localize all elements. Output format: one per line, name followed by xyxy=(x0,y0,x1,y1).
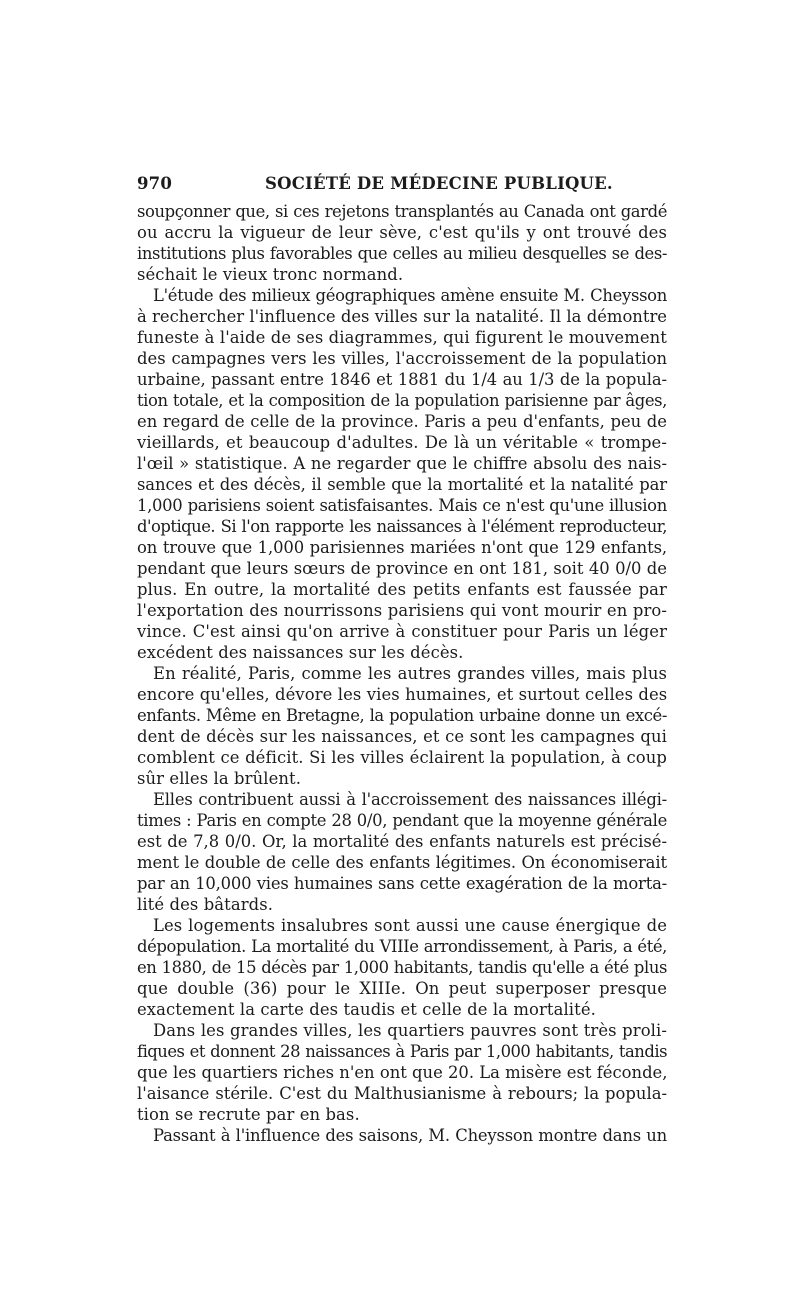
text-line: d'optique. Si l'on rapporte les naissances à l'élément reproducteur, xyxy=(137,517,667,536)
text-line: vince. C'est ainsi qu'on arrive à constituer pour Paris un léger xyxy=(137,622,667,641)
text-line: à rechercher l'influence des villes sur la natalité. Il la démontre xyxy=(137,307,667,326)
text-line: tion totale, et la composition de la population parisienne par âges, xyxy=(137,391,667,410)
text-line: sances et des décès, il semble que la mortalité et la natalité par xyxy=(137,475,667,494)
text-line: plus. En outre, la mortalité des petits enfants est faussée par xyxy=(137,580,667,599)
text-line: ment le double de celle des enfants légitimes. On économiserait xyxy=(137,853,667,872)
text-line: urbaine, passant entre 1846 et 1881 du 1/4 au 1/3 de la popula- xyxy=(137,370,667,389)
text-line: l'œil » statistique. A ne regarder que le chiffre absolu des nais- xyxy=(137,454,667,473)
text-line: que double (36) pour le XIIIe. On peut superposer presque xyxy=(137,979,667,998)
text-line: tion se recrute par en bas. xyxy=(137,1105,360,1124)
text-line: exactement la carte des taudis et celle de la mortalité. xyxy=(137,1000,596,1019)
paragraph-5 xyxy=(137,915,667,1020)
text-line: en 1880, de 15 décès par 1,000 habitants, tandis qu'elle a été plus xyxy=(137,958,667,977)
text-line: on trouve que 1,000 parisiennes mariées n'ont que 129 enfants, xyxy=(137,538,667,557)
text-line: dépopulation. La mortalité du VIIIe arrondissement, à Paris, a été, xyxy=(137,937,667,956)
text-line: institutions plus favorables que celles au milieu desquelles se des- xyxy=(137,244,667,263)
running-title: SOCIÉTÉ DE MÉDECINE PUBLIQUE. xyxy=(265,174,613,193)
text-line: excédent des naissances sur les décès. xyxy=(137,643,464,662)
text-line: soupçonner que, si ces rejetons transplantés au Canada ont gardé xyxy=(137,202,667,221)
paragraph-2 xyxy=(137,285,667,663)
text-line: En réalité, Paris, comme les autres grandes villes, mais plus xyxy=(153,664,667,683)
text-line: lité des bâtards. xyxy=(137,895,274,914)
text-line: des campagnes vers les villes, l'accroissement de la population xyxy=(137,349,667,368)
text-line: 1,000 parisiens soient satisfaisantes. Mais ce n'est qu'une illusion xyxy=(137,496,667,515)
text-line: l'exportation des nourrissons parisiens qui vont mourir en pro- xyxy=(137,601,667,620)
text-line: fiques et donnent 28 naissances à Paris par 1,000 habitants, tandis xyxy=(137,1042,667,1061)
text-line: Dans les grandes villes, les quartiers pauvres sont très proli- xyxy=(153,1021,667,1040)
text-line: par an 10,000 vies humaines sans cette exagération de la morta- xyxy=(137,874,667,893)
text-line: Elles contribuent aussi à l'accroissement des naissances illégi- xyxy=(153,790,667,809)
running-header xyxy=(137,174,667,196)
text-line: séchait le vieux tronc normand. xyxy=(137,265,404,284)
text-line: est de 7,8 0/0. Or, la mortalité des enfants naturels est précisé- xyxy=(137,832,667,851)
text-line: Les logements insalubres sont aussi une cause énergique de xyxy=(153,916,667,935)
paragraph-1 xyxy=(137,201,667,285)
text-line: times : Paris en compte 28 0/0, pendant que la moyenne générale xyxy=(137,811,667,830)
text-line: enfants. Même en Bretagne, la population urbaine donne un excé- xyxy=(137,706,667,725)
text-line: en regard de celle de la province. Paris a peu d'enfants, peu de xyxy=(137,412,667,431)
text-line: sûr elles la brûlent. xyxy=(137,769,302,788)
paragraph-3 xyxy=(137,663,667,789)
text-line: encore qu'elles, dévore les vies humaines, et surtout celles des xyxy=(137,685,668,704)
paragraph-7 xyxy=(137,1125,667,1146)
text-line: ou accru la vigueur de leur sève, c'est qu'ils y ont trouvé des xyxy=(137,223,667,242)
text-line: l'aisance stérile. C'est du Malthusianisme à rebours; la popula- xyxy=(137,1084,667,1103)
paragraph-6 xyxy=(137,1020,667,1125)
text-line: funeste à l'aide de ses diagrammes, qui figurent le mouvement xyxy=(137,328,667,347)
paragraph-4 xyxy=(137,789,667,915)
text-line: comblent ce déficit. Si les villes éclairent la population, à coup xyxy=(137,748,667,767)
text-line: que les quartiers riches n'en ont que 20. La misère est féconde, xyxy=(137,1063,668,1082)
text-line: pendant que leurs sœurs de province en ont 181, soit 40 0/0 de xyxy=(137,559,667,578)
text-line: L'étude des milieux géographiques amène ensuite M. Cheysson xyxy=(153,286,667,305)
text-line: dent de décès sur les naissances, et ce sont les campagnes qui xyxy=(137,727,667,746)
text-line: Passant à l'influence des saisons, M. Cheysson montre dans un xyxy=(153,1126,667,1145)
page-number: 970 xyxy=(137,174,173,193)
body-text xyxy=(137,201,667,1146)
text-line: vieillards, et beaucoup d'adultes. De là un véritable « trompe- xyxy=(137,433,667,452)
